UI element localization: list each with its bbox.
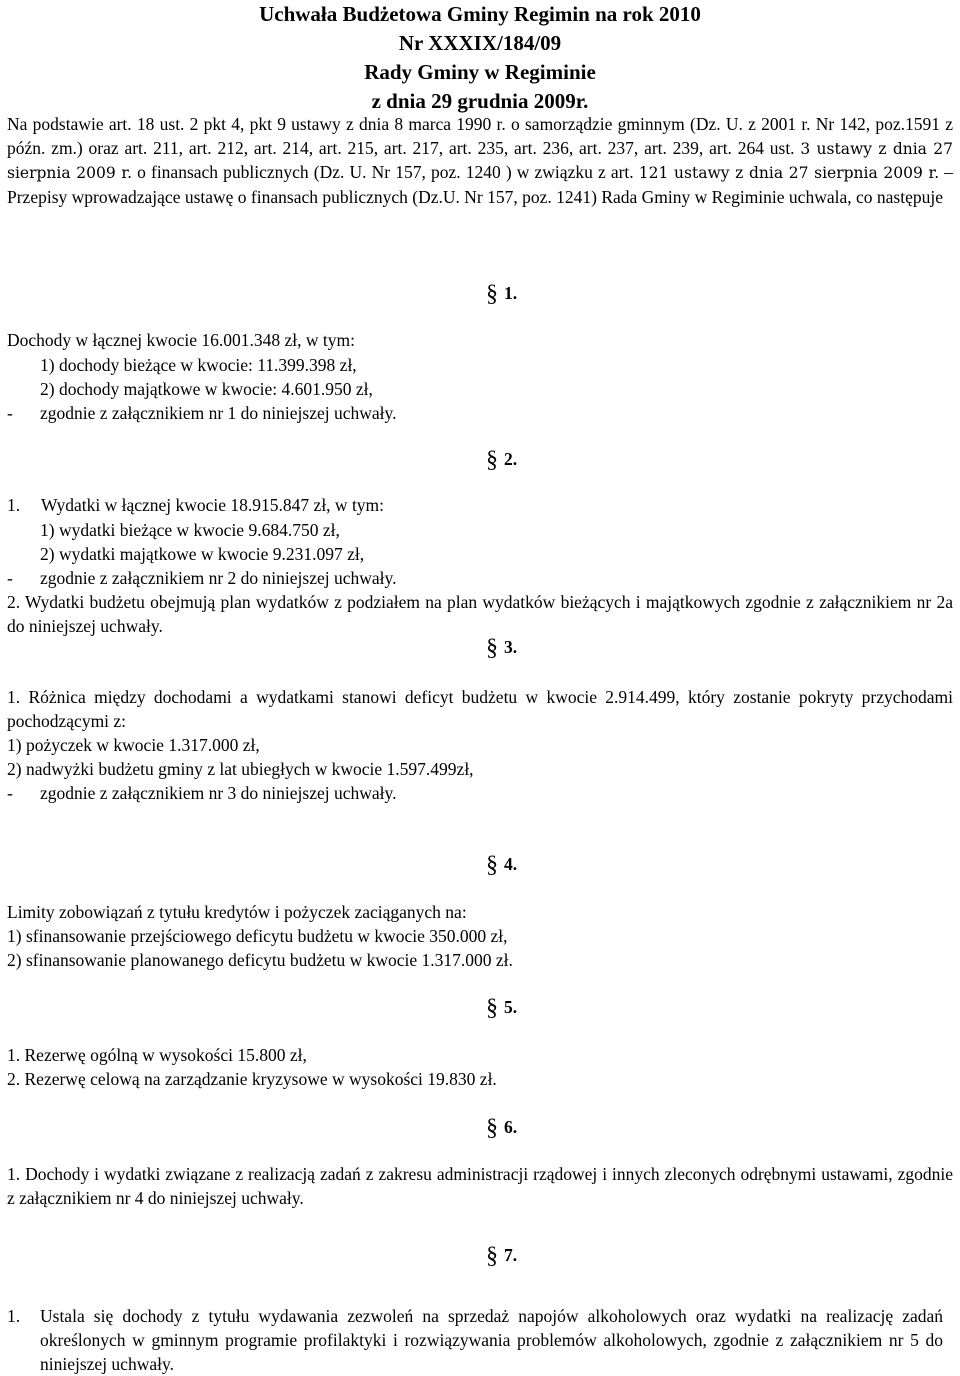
legal-basis-part-3: o finansach publicznych (Dz. U. Nr 157, poz. 1240 ) w związku z art. <box>132 162 639 183</box>
title-line-3: Rady Gminy w Regiminie <box>364 60 596 84</box>
section-heading-7: § 7. <box>486 1243 518 1269</box>
s3-paragraph-1: 1. Różnica między dochodami a wydatkami stanowi deficyt budżetu w kwocie 2.914.499, który zostanie pokryty przychodami pochodzącymi z: <box>7 687 953 731</box>
title-line-2: Nr XXXIX/184/09 <box>398 31 562 55</box>
s3-dash: - <box>7 783 13 803</box>
s2-paragraph-2: 2. Wydatki budżetu obejmują plan wydatków z podziałem na plan wydatków bieżących i majątkowych zgodnie z załącznikiem nr 2a do niniejszej uchwały. <box>7 592 953 636</box>
s1-dash: - <box>7 403 13 423</box>
s5-crisis-reserve: 2. Rezerwę celową na zarządzanie kryzysowe w wysokości 19.830 zł. <box>7 1069 497 1089</box>
s3-item-surplus: 2) nadwyżki budżetu gminy z lat ubiegłych w kwocie 1.597.499zł, <box>7 759 474 779</box>
paragraph-symbol: § <box>486 995 498 1021</box>
s4-item-transitional-deficit: 1) sfinansowanie przejściowego deficytu budżetu w kwocie 350.000 zł, <box>7 926 508 946</box>
paragraph-symbol: § <box>486 1243 498 1269</box>
legal-basis-part-1: Na podstawie art. 18 ust. 2 pkt 4, pkt 9 ustawy z dnia 8 marca 1990 r. o samorządzie gminnym (Dz. U. z 2001 r. Nr 142, poz.1591 z późn. zm.) oraz art. 211, art. 212, art. 214, art. 215, art. 217, art. 235, art. 236, art. 237, art. 239, art. 264 ust. <box>7 114 953 158</box>
section-heading-3: § 3. <box>486 635 518 661</box>
s2-item-current-expenses: 1) wydatki bieżące w kwocie 9.684.750 zł, <box>40 520 340 540</box>
s1-item-property-income: 2) dochody majątkowe w kwocie: 4.601.950 zł, <box>40 379 373 399</box>
s2-item-property-expenses: 2) wydatki majątkowe w kwocie 9.231.097 zł, <box>40 544 365 564</box>
legal-basis-paragraph <box>7 113 953 209</box>
title-line-1: Uchwała Budżetowa Gminy Regimin na rok 2010 <box>259 2 701 26</box>
s2-dash: - <box>7 568 13 588</box>
paragraph-symbol: § <box>486 281 498 307</box>
paragraph-symbol: § <box>486 852 498 878</box>
section-heading-5: § 5. <box>486 995 518 1021</box>
s1-annex-note: zgodnie z załącznikiem nr 1 do niniejszej uchwały. <box>40 403 397 423</box>
s2-lead: Wydatki w łącznej kwocie 18.915.847 zł, w tym: <box>41 495 385 515</box>
s5-general-reserve: 1. Rezerwę ogólną w wysokości 15.800 zł, <box>7 1045 307 1065</box>
s4-lead: Limity zobowiązań z tytułu kredytów i pożyczek zaciąganych na: <box>7 902 467 922</box>
s2-item-1-number: 1. <box>7 495 21 515</box>
s6-paragraph-1: 1. Dochody i wydatki związane z realizacją zadań z zakresu administracji rządowej i innych zleconych odrębnymi ustawami, zgodnie z załącznikiem nr 4 do niniejszej uchwały. <box>7 1164 953 1208</box>
document-title <box>0 0 960 116</box>
section-heading-1: § 1. <box>486 281 518 307</box>
section-heading-4: § 4. <box>486 852 518 878</box>
s7-item-1-number: 1. <box>7 1306 21 1326</box>
s3-item-loans: 1) pożyczek w kwocie 1.317.000 zł, <box>7 735 260 755</box>
section-heading-2: § 2. <box>486 447 518 473</box>
s7-paragraph-1: Ustala się dochody z tytułu wydawania zezwoleń na sprzedaż napojów alkoholowych oraz wydatki na realizację zadań określonych w gminnym programie profilaktyki i rozwiązywania problemów alkoholowych, zgodnie z załącznikiem nr 5 do niniejszej uchwały. <box>40 1306 943 1374</box>
title-line-4: z dnia 29 grudnia 2009r. <box>371 89 589 113</box>
s4-item-planned-deficit: 2) sfinansowanie planowanego deficytu budżetu w kwocie 1.317.000 zł. <box>7 950 513 970</box>
legal-basis-part-2: 3 ustawy z dnia 27 sierpnia 2009 r. <box>7 139 953 183</box>
legal-basis-part-4: 121 ustawy z dnia 27 sierpnia 2009 r. <box>638 164 940 183</box>
s1-lead: Dochody w łącznej kwocie 16.001.348 zł, w tym: <box>7 330 355 350</box>
paragraph-symbol: § <box>486 635 498 661</box>
paragraph-symbol: § <box>486 1115 498 1141</box>
s2-annex-note: zgodnie z załącznikiem nr 2 do niniejszej uchwały. <box>40 568 397 588</box>
s2-item-1 <box>7 493 385 517</box>
section-heading-6: § 6. <box>486 1115 518 1141</box>
legal-basis-part-5: – Przepisy wprowadzające ustawę o finansach publicznych (Dz.U. Nr 157, poz. 1241) Rada Gminy w Regiminie uchwala, co następuje <box>7 162 954 207</box>
paragraph-symbol: § <box>486 447 498 473</box>
s1-item-current-income: 1) dochody bieżące w kwocie: 11.399.398 zł, <box>40 355 357 375</box>
s3-annex-note: zgodnie z załącznikiem nr 3 do niniejszej uchwały. <box>40 783 397 803</box>
